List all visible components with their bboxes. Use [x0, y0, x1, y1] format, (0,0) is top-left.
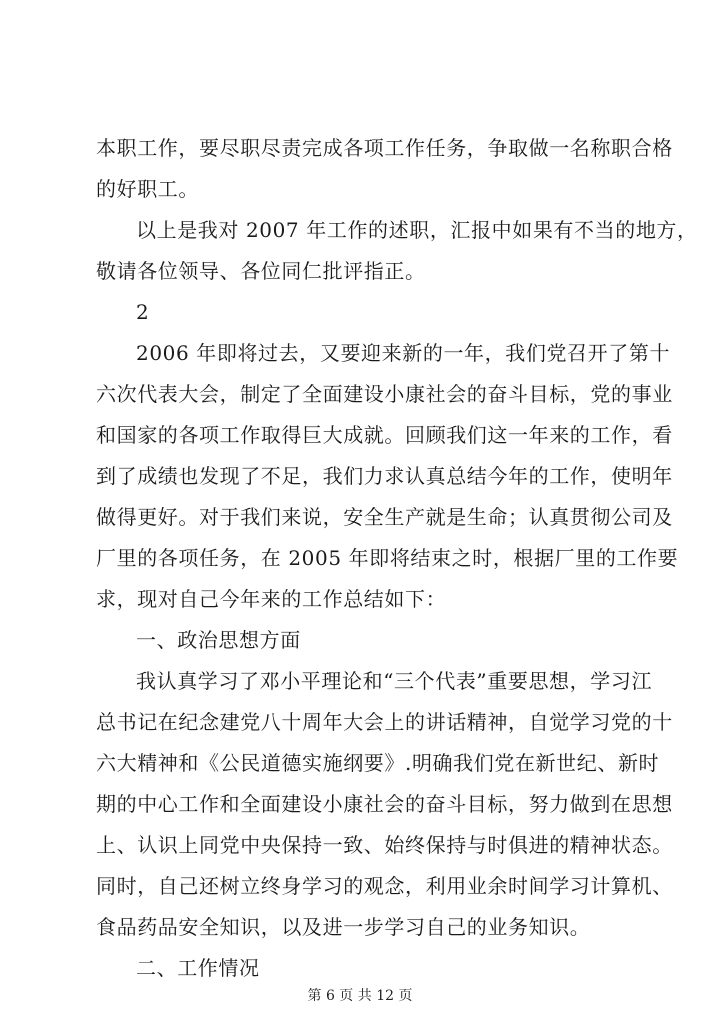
body-text-line: 厂里的各项任务，在 2005 年即将结束之时，根据厂里的工作要 [96, 546, 679, 570]
body-text-line: 和国家的各项工作取得巨大成就。回顾我们这一年来的工作，看 [96, 423, 673, 447]
body-text-line: 上、认识上同党中央保持一致、始终保持与时俱进的精神状态。 [96, 833, 673, 857]
body-text-line: 2006 年即将过去，又要迎来新的一年，我们党召开了第十 [136, 341, 671, 365]
body-text-line: 本职工作，要尽职尽责完成各项工作任务，争取做一名称职合格 [96, 136, 673, 160]
body-text-line: 期的中心工作和全面建设小康社会的奋斗目标，努力做到在思想 [96, 792, 673, 816]
section-heading: 二、工作情况 [136, 956, 260, 980]
body-text-line: 做得更好。对于我们来说，安全生产就是生命；认真贯彻公司及 [96, 505, 673, 529]
section-number: 2 [136, 300, 150, 324]
body-text-line: 到了成绩也发现了不足，我们力求认真总结今年的工作，使明年 [96, 464, 673, 488]
body-text-line: 求，现对自己今年来的工作总结如下： [96, 587, 447, 611]
page-footer: 第 6 页 共 12 页 [307, 988, 413, 1004]
body-text-line: 同时，自己还树立终身学习的观念，利用业余时间学习计算机、 [96, 874, 673, 898]
body-text-line: 的好职工。 [96, 177, 199, 201]
body-text-line: 六大精神和《公民道德实施纲要》.明确我们党在新世纪、新时 [96, 751, 660, 775]
body-text-line: 总书记在纪念建党八十周年大会上的讲话精神，自觉学习党的十 [96, 710, 673, 734]
body-text-line: 我认真学习了邓小平理论和“三个代表”重要思想，学习江 [136, 669, 653, 693]
body-text-line: 六次代表大会，制定了全面建设小康社会的奋斗目标，党的事业 [96, 382, 673, 406]
body-text-line: 以上是我对 2007 年工作的述职，汇报中如果有不当的地方， [136, 218, 698, 242]
section-heading: 一、政治思想方面 [136, 628, 301, 652]
body-text-line: 食品药品安全知识，以及进一步学习自己的业务知识。 [96, 915, 591, 939]
body-text-line: 敬请各位领导、各位同仁批评指正。 [96, 259, 426, 283]
